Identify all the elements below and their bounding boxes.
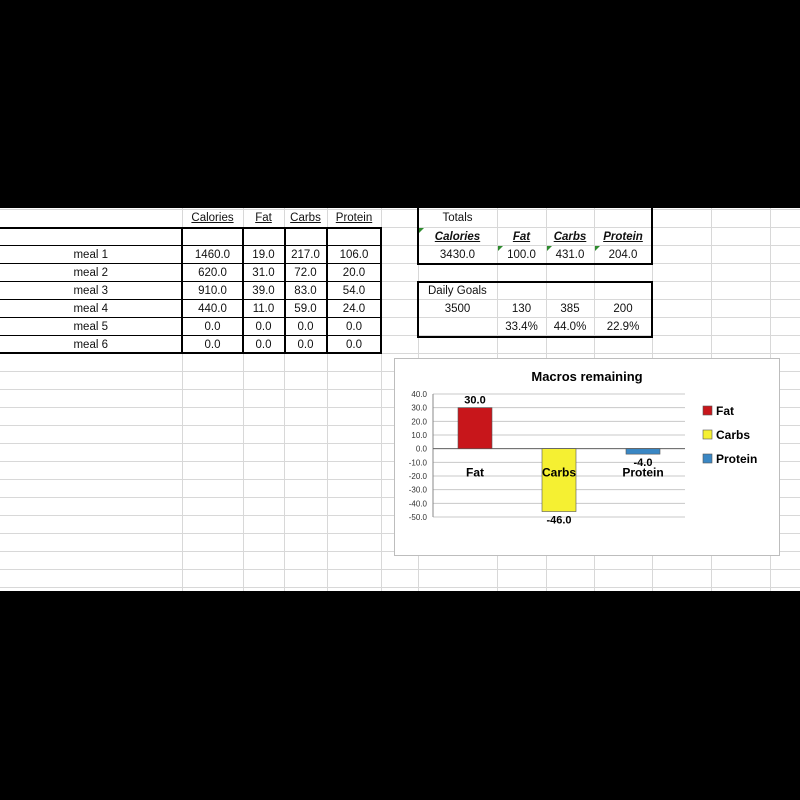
- protein-cell[interactable]: 20.0: [342, 267, 366, 279]
- bar-fat: [458, 408, 492, 449]
- calories-cell[interactable]: 0.0: [204, 339, 221, 351]
- error-indicator-icon: [547, 246, 552, 251]
- y-tick-label: -30.0: [408, 485, 427, 495]
- goals-title[interactable]: Daily Goals: [428, 285, 487, 297]
- data-label: 30.0: [464, 394, 486, 407]
- carbs-cell[interactable]: 83.0: [294, 285, 317, 297]
- fat-cell[interactable]: 0.0: [255, 321, 272, 333]
- header-fat[interactable]: Fat: [255, 212, 272, 224]
- goal-protein[interactable]: 200: [613, 303, 633, 315]
- carbs-cell[interactable]: 0.0: [297, 339, 314, 351]
- percent-carbs[interactable]: 44.0%: [553, 321, 587, 333]
- totals-carbs[interactable]: 431.0: [555, 249, 585, 261]
- goal-carbs[interactable]: 385: [560, 303, 580, 315]
- percent-fat[interactable]: 33.4%: [505, 321, 538, 333]
- carbs-cell[interactable]: 72.0: [294, 267, 317, 279]
- macros-chart[interactable]: [394, 358, 780, 556]
- error-indicator-icon: [498, 246, 503, 251]
- legend-label: Carbs: [716, 428, 751, 442]
- y-tick-label: 30.0: [411, 403, 427, 413]
- fat-cell[interactable]: 11.0: [252, 303, 275, 315]
- totals-header-protein[interactable]: Protein: [603, 231, 643, 243]
- totals-calories[interactable]: 3430.0: [439, 249, 476, 261]
- protein-cell[interactable]: 54.0: [342, 285, 366, 297]
- y-tick-label: -50.0: [408, 513, 427, 522]
- row-label[interactable]: meal 4: [73, 303, 108, 315]
- y-tick-label: -20.0: [408, 472, 427, 481]
- goal-fat[interactable]: 130: [511, 303, 532, 315]
- y-tick-label: 40.0: [411, 390, 427, 399]
- error-indicator-icon: [595, 246, 600, 251]
- y-tick-label: -10.0: [408, 458, 427, 468]
- bar-carbs: [542, 449, 576, 512]
- legend-swatch-carbs: [703, 430, 712, 439]
- chart-title: Macros remaining: [531, 369, 643, 384]
- totals-fat[interactable]: 100.0: [507, 249, 536, 261]
- data-label: -46.0: [546, 514, 572, 527]
- chart-canvas: [395, 359, 781, 557]
- row-label[interactable]: meal 6: [73, 339, 108, 351]
- calories-cell[interactable]: 1460.0: [194, 249, 231, 261]
- row-label[interactable]: meal 5: [73, 321, 108, 333]
- carbs-cell[interactable]: 59.0: [294, 303, 317, 315]
- protein-cell[interactable]: 0.0: [346, 321, 362, 333]
- row-label[interactable]: meal 1: [73, 249, 108, 261]
- data-label: -4.0: [633, 457, 653, 470]
- x-tick-label: Protein: [622, 465, 664, 480]
- header-carbs[interactable]: Carbs: [290, 212, 321, 224]
- calories-cell[interactable]: 440.0: [198, 303, 227, 315]
- row-label[interactable]: meal 3: [73, 285, 108, 297]
- legend-label: Fat: [716, 404, 734, 418]
- fat-cell[interactable]: 0.0: [255, 339, 272, 351]
- legend-swatch-fat: [703, 406, 712, 415]
- fat-cell[interactable]: 39.0: [252, 285, 275, 297]
- error-indicator-icon: [419, 228, 424, 233]
- calories-cell[interactable]: 910.0: [198, 285, 227, 297]
- legend-swatch-protein: [703, 454, 712, 463]
- protein-cell[interactable]: 24.0: [342, 303, 366, 315]
- carbs-cell[interactable]: 217.0: [291, 249, 320, 261]
- totals-header-calories[interactable]: Calories: [434, 231, 481, 243]
- y-tick-label: 10.0: [411, 431, 427, 440]
- totals-header-carbs[interactable]: Carbs: [553, 231, 587, 243]
- goal-calories[interactable]: 3500: [444, 303, 471, 315]
- calories-cell[interactable]: 0.0: [204, 321, 221, 333]
- y-tick-label: 0.0: [415, 444, 427, 454]
- header-calories[interactable]: Calories: [191, 212, 234, 224]
- x-tick-label: Fat: [466, 465, 484, 480]
- x-tick-label: Carbs: [541, 465, 577, 480]
- protein-cell[interactable]: 0.0: [346, 339, 362, 351]
- header-protein[interactable]: Protein: [335, 212, 373, 224]
- totals-title[interactable]: Totals: [442, 212, 473, 224]
- spreadsheet-grid[interactable]: [0, 208, 800, 591]
- fat-cell[interactable]: 19.0: [252, 249, 275, 261]
- y-tick-label: -40.0: [408, 499, 427, 509]
- y-tick-label: 20.0: [411, 417, 427, 427]
- calories-cell[interactable]: 620.0: [198, 267, 227, 279]
- bar-protein: [626, 449, 660, 454]
- carbs-cell[interactable]: 0.0: [297, 321, 314, 333]
- totals-header-fat[interactable]: Fat: [512, 231, 531, 243]
- totals-protein[interactable]: 204.0: [608, 249, 638, 261]
- protein-cell[interactable]: 106.0: [339, 249, 369, 261]
- percent-protein[interactable]: 22.9%: [606, 321, 640, 333]
- legend-label: Protein: [716, 452, 758, 466]
- table-border: [0, 227, 382, 229]
- fat-cell[interactable]: 31.0: [252, 267, 275, 279]
- row-label[interactable]: meal 2: [73, 267, 108, 279]
